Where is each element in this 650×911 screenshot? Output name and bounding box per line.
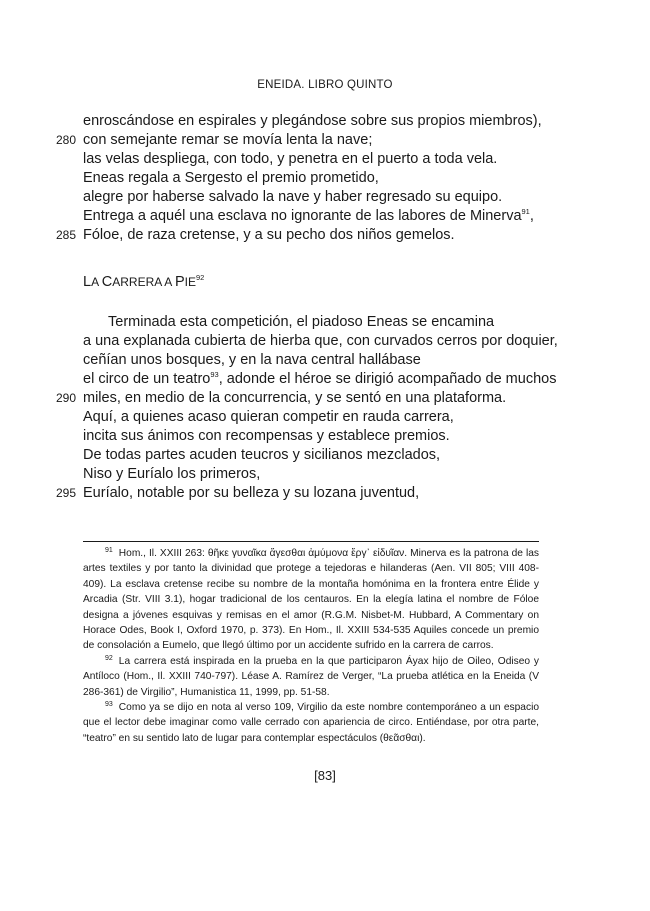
footnote-text: Hom., Il. XXIII 263: θῆκε γυναῖκα ἄγεσθαι ἀμύμονα ἔργ᾽ εἰδυῖαν. Minerva es la patrona de las artes textiles y por tanto la divinidad que protege a tejedoras e hilanderas (Aen. VII 805; VIII 408-409). La esclava cretense recibe su nombre de la montaña homónima en la frontera entre Élide y Arcadia (Str. VIII 3.1), hogar tradicional de los centauros. En la elegía latina el nombre de Fóloe designa a jóvenes esquivas y remisas en el amor (R.G.M. Nisbet-M. Hubbard, A Commentary on Horace Odes, Book I, Oxford 1970, p. 373). En Hom., Il. XXIII 534-535 Aquiles concede un premio de consolación a Eumelo, que llegó último por un accidente sufrido en la carrera de carros. <box>83 548 539 652</box>
page-number: [83] <box>314 768 336 783</box>
verse-text-main: alegre por haberse salvado la nave y haber regresado su equipo. <box>83 189 503 205</box>
verse-text <box>83 207 534 226</box>
verse-line <box>0 427 650 446</box>
title-small-caps-arrera: ARRERA A <box>112 275 175 289</box>
verse-text-main: Fóloe, de raza cretense, y a su pecho dos niños gemelos. <box>83 227 455 243</box>
footnote-93 <box>83 700 539 746</box>
verse-text-after: , <box>529 208 534 224</box>
verse-block-2 <box>0 313 650 503</box>
footnote-number: 93 <box>105 701 113 709</box>
verse-text-main: el circo de un teatro <box>83 371 211 387</box>
verse-text-main: a una explanada cubierta de hierba que, con curvados cerros por doquier, <box>83 333 558 349</box>
title-initial-c: C <box>101 274 113 290</box>
footnote-text: La carrera está inspirada en la prueba en la que participaron Áyax hijo de Oileo, Odiseo y Antíloco (Hom., Il. XXIII 740-797). Léase A. Ramírez de Verger, “La prueba atlética en la Eneida (V 286-361) de Virgilio”, Humanistica 11, 1999, pp. 51-58. <box>83 655 539 698</box>
footnote-number: 91 <box>105 547 113 554</box>
footnote-91 <box>83 546 539 654</box>
title-initial-l: L <box>83 274 92 290</box>
verse-line <box>0 332 650 351</box>
verse-text-main: con semejante remar se movía lenta la nave; <box>83 132 373 148</box>
verse-text-main: Terminada esta competición, el piadoso Eneas se encamina <box>108 314 495 330</box>
verse-number: 290 <box>56 391 77 405</box>
verse-text <box>83 226 455 245</box>
verse-text <box>83 131 372 150</box>
verse-line <box>0 351 650 370</box>
verse-text <box>83 446 440 465</box>
verse-text-after: , adonde el héroe se dirigió acompañado de muchos <box>218 371 557 387</box>
verse-line <box>0 150 650 169</box>
verse-text-main: las velas despliega, con todo, y penetra en el puerto a toda vela. <box>83 151 498 167</box>
verse-number: 285 <box>56 228 77 242</box>
verse-line <box>0 112 650 131</box>
verse-line <box>0 408 650 427</box>
verse-line <box>0 389 650 408</box>
verse-text <box>83 484 419 503</box>
verse-text-main: Niso y Euríalo los primeros, <box>83 466 261 482</box>
verse-text <box>83 112 542 131</box>
footnotes <box>83 546 539 746</box>
footnote-number: 92 <box>105 654 113 662</box>
verse-text-main: Aquí, a quienes acaso quieran competir en rauda carrera, <box>83 409 454 425</box>
verse-line <box>0 370 650 389</box>
verse-line <box>0 188 650 207</box>
verse-text-main: De todas partes acuden teucros y sicilianos mezclados, <box>83 447 441 463</box>
verse-text-main: enroscándose en espirales y plegándose sobre sus propios miembros), <box>83 113 542 129</box>
verse-text-main: Eneas regala a Sergesto el premio prometido, <box>83 170 379 186</box>
verse-line <box>0 226 650 245</box>
verse-line <box>0 446 650 465</box>
verse-text <box>83 169 379 188</box>
verse-text <box>83 465 260 484</box>
verse-text-main: Entrega a aquél una esclava no ignorante de las labores de Minerva <box>83 208 522 224</box>
verse-text <box>83 351 421 370</box>
verse-text <box>83 427 450 446</box>
verse-text-main: ceñían unos bosques, y en la nava central hallábase <box>83 352 421 368</box>
running-head: ENEIDA. LIBRO QUINTO <box>257 79 393 91</box>
footnote-ref-92: 92 <box>195 273 205 282</box>
footnote-ref: 91 <box>521 207 530 216</box>
verse-text <box>83 370 556 389</box>
verse-text <box>83 389 506 408</box>
footnote-rule <box>83 541 539 542</box>
footnote-text: Como ya se dijo en nota al verso 109, Virgilio da este nombre contemporáneo a un espacio que el lector debe imaginar como valle cerrado con apariencia de circo. Entiéndase, por otra parte, “teatro” en su sentido lato de lugar para contemplar espectáculos (θεᾶσθαι). <box>83 702 539 744</box>
verse-block-1 <box>0 112 650 245</box>
verse-text <box>108 313 494 332</box>
footnote-ref: 93 <box>210 370 219 379</box>
footnote-92 <box>83 654 539 700</box>
verse-text <box>83 332 558 351</box>
section-title <box>83 274 204 290</box>
verse-line <box>0 169 650 188</box>
verse-line <box>0 131 650 150</box>
verse-line <box>0 465 650 484</box>
title-initial-p: P <box>174 274 185 290</box>
verse-number: 280 <box>56 133 77 147</box>
verse-text-main: Euríalo, notable por su belleza y su lozana juventud, <box>83 485 420 501</box>
verse-line <box>0 207 650 226</box>
verse-line <box>0 313 650 332</box>
title-small-caps-ie: IE <box>184 275 196 289</box>
verse-text <box>83 408 454 427</box>
verse-text-main: incita sus ánimos con recompensas y establece premios. <box>83 428 450 444</box>
verse-number: 295 <box>56 486 77 500</box>
verse-text-main: miles, en medio de la concurrencia, y se sentó en una plataforma. <box>83 390 507 406</box>
verse-line <box>0 484 650 503</box>
verse-text <box>83 188 502 207</box>
title-small-caps-a: A <box>91 275 102 289</box>
verse-text <box>83 150 497 169</box>
